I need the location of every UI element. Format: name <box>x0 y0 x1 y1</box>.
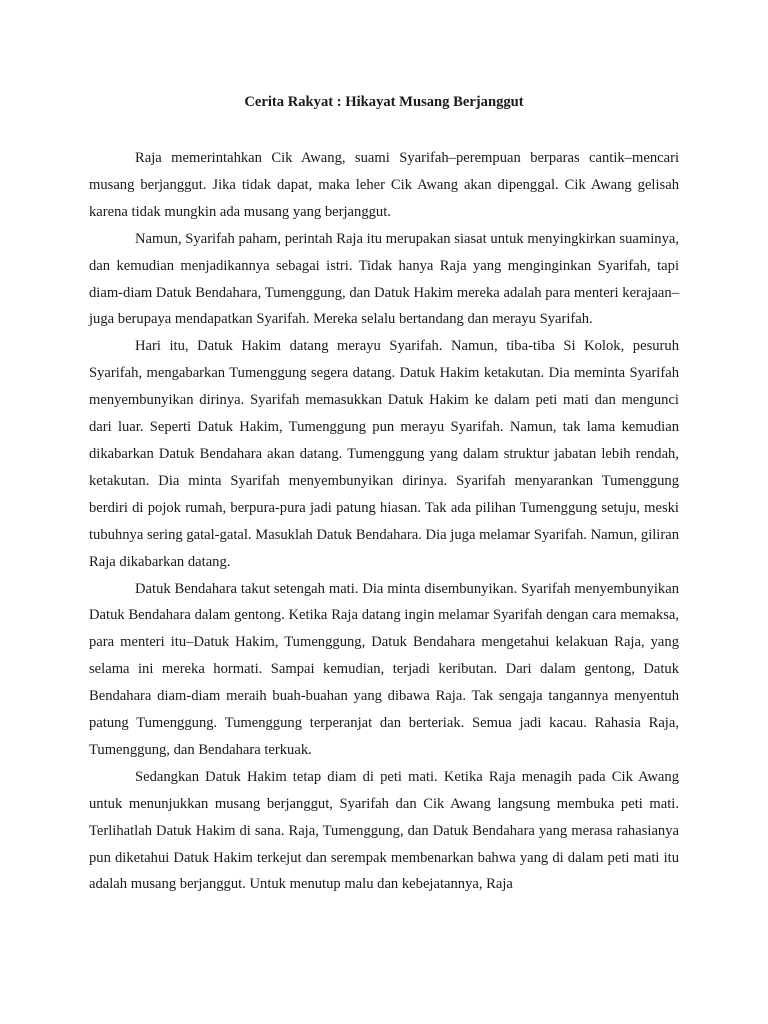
paragraph-1: Raja memerintahkan Cik Awang, suami Syarifah–perempuan berparas cantik–mencari musang berjanggut. Jika tidak dapat, maka leher Cik Awang akan dipenggal. Cik Awang gelisah karena tidak mungkin ada musang yang berjanggut. <box>89 150 679 220</box>
document-title: Cerita Rakyat : Hikayat Musang Berjanggut <box>244 94 524 110</box>
paragraph-5: Sedangkan Datuk Hakim tetap diam di peti mati. Ketika Raja menagih pada Cik Awang untuk menunjukkan musang berjanggut, Syarifah dan Cik Awang langsung membuka peti mati. Terlihatlah Datuk Hakim di sana. Raja, Tumenggung, dan Datuk Bendahara yang merasa rahasianya pun diketahui Datuk Hakim terkejut dan serempak membenarkan bahwa yang di dalam peti mati itu adalah musang berjanggut. Untuk menutup malu dan kebejatannya, Raja <box>89 768 679 893</box>
document-page <box>89 92 679 898</box>
paragraph-2: Namun, Syarifah paham, perintah Raja itu merupakan siasat untuk menyingkirkan suaminya, dan kemudian menjadikannya sebagai istri. Tidak hanya Raja yang menginginkan Syarifah, tapi diam-diam Datuk Bendahara, Tumenggung, dan Datuk Hakim mereka adalah para menteri kerajaan–juga berupaya mendapatkan Syarifah. Mereka selalu bertandang dan merayu Syarifah. <box>89 230 679 328</box>
paragraph-3: Hari itu, Datuk Hakim datang merayu Syarifah. Namun, tiba-tiba Si Kolok, pesuruh Syarifah, mengabarkan Tumenggung segera datang. Datuk Hakim ketakutan. Dia meminta Syarifah menyembunyikan dirinya. Syarifah memasukkan Datuk Hakim ke dalam peti mati dan mengunci dari luar. Seperti Datuk Hakim, Tumenggung pun merayu Syarifah. Namun, tak lama kemudian dikabarkan Datuk Bendahara akan datang. Tumenggung yang dalam struktur jabatan lebih rendah, ketakutan. Dia minta Syarifah menyembunyikan dirinya. Syarifah menyarankan Tumenggung berdiri di pojok rumah, berpura-pura jadi patung hiasan. Tak ada pilihan Tumenggung setuju, meski tubuhnya sering gatal-gatal. Masuklah Datuk Bendahara. Dia juga melamar Syarifah. Namun, giliran Raja dikabarkan datang. <box>89 338 679 570</box>
paragraph-4: Datuk Bendahara takut setengah mati. Dia minta disembunyikan. Syarifah menyembunyikan Datuk Bendahara dalam gentong. Ketika Raja datang ingin melamar Syarifah dengan cara memaksa, para menteri itu–Datuk Hakim, Tumenggung, Datuk Bendahara mengetahui kelakuan Raja, yang selama ini mereka hormati. Sampai kemudian, terjadi keributan. Dari dalam gentong, Datuk Bendahara diam-diam meraih buah-buahan yang dibawa Raja. Tak sengaja tangannya menyentuh patung Tumenggung. Tumenggung terperanjat dan berteriak. Semua jadi kacau. Rahasia Raja, Tumenggung, dan Bendahara terkuak. <box>89 580 679 758</box>
